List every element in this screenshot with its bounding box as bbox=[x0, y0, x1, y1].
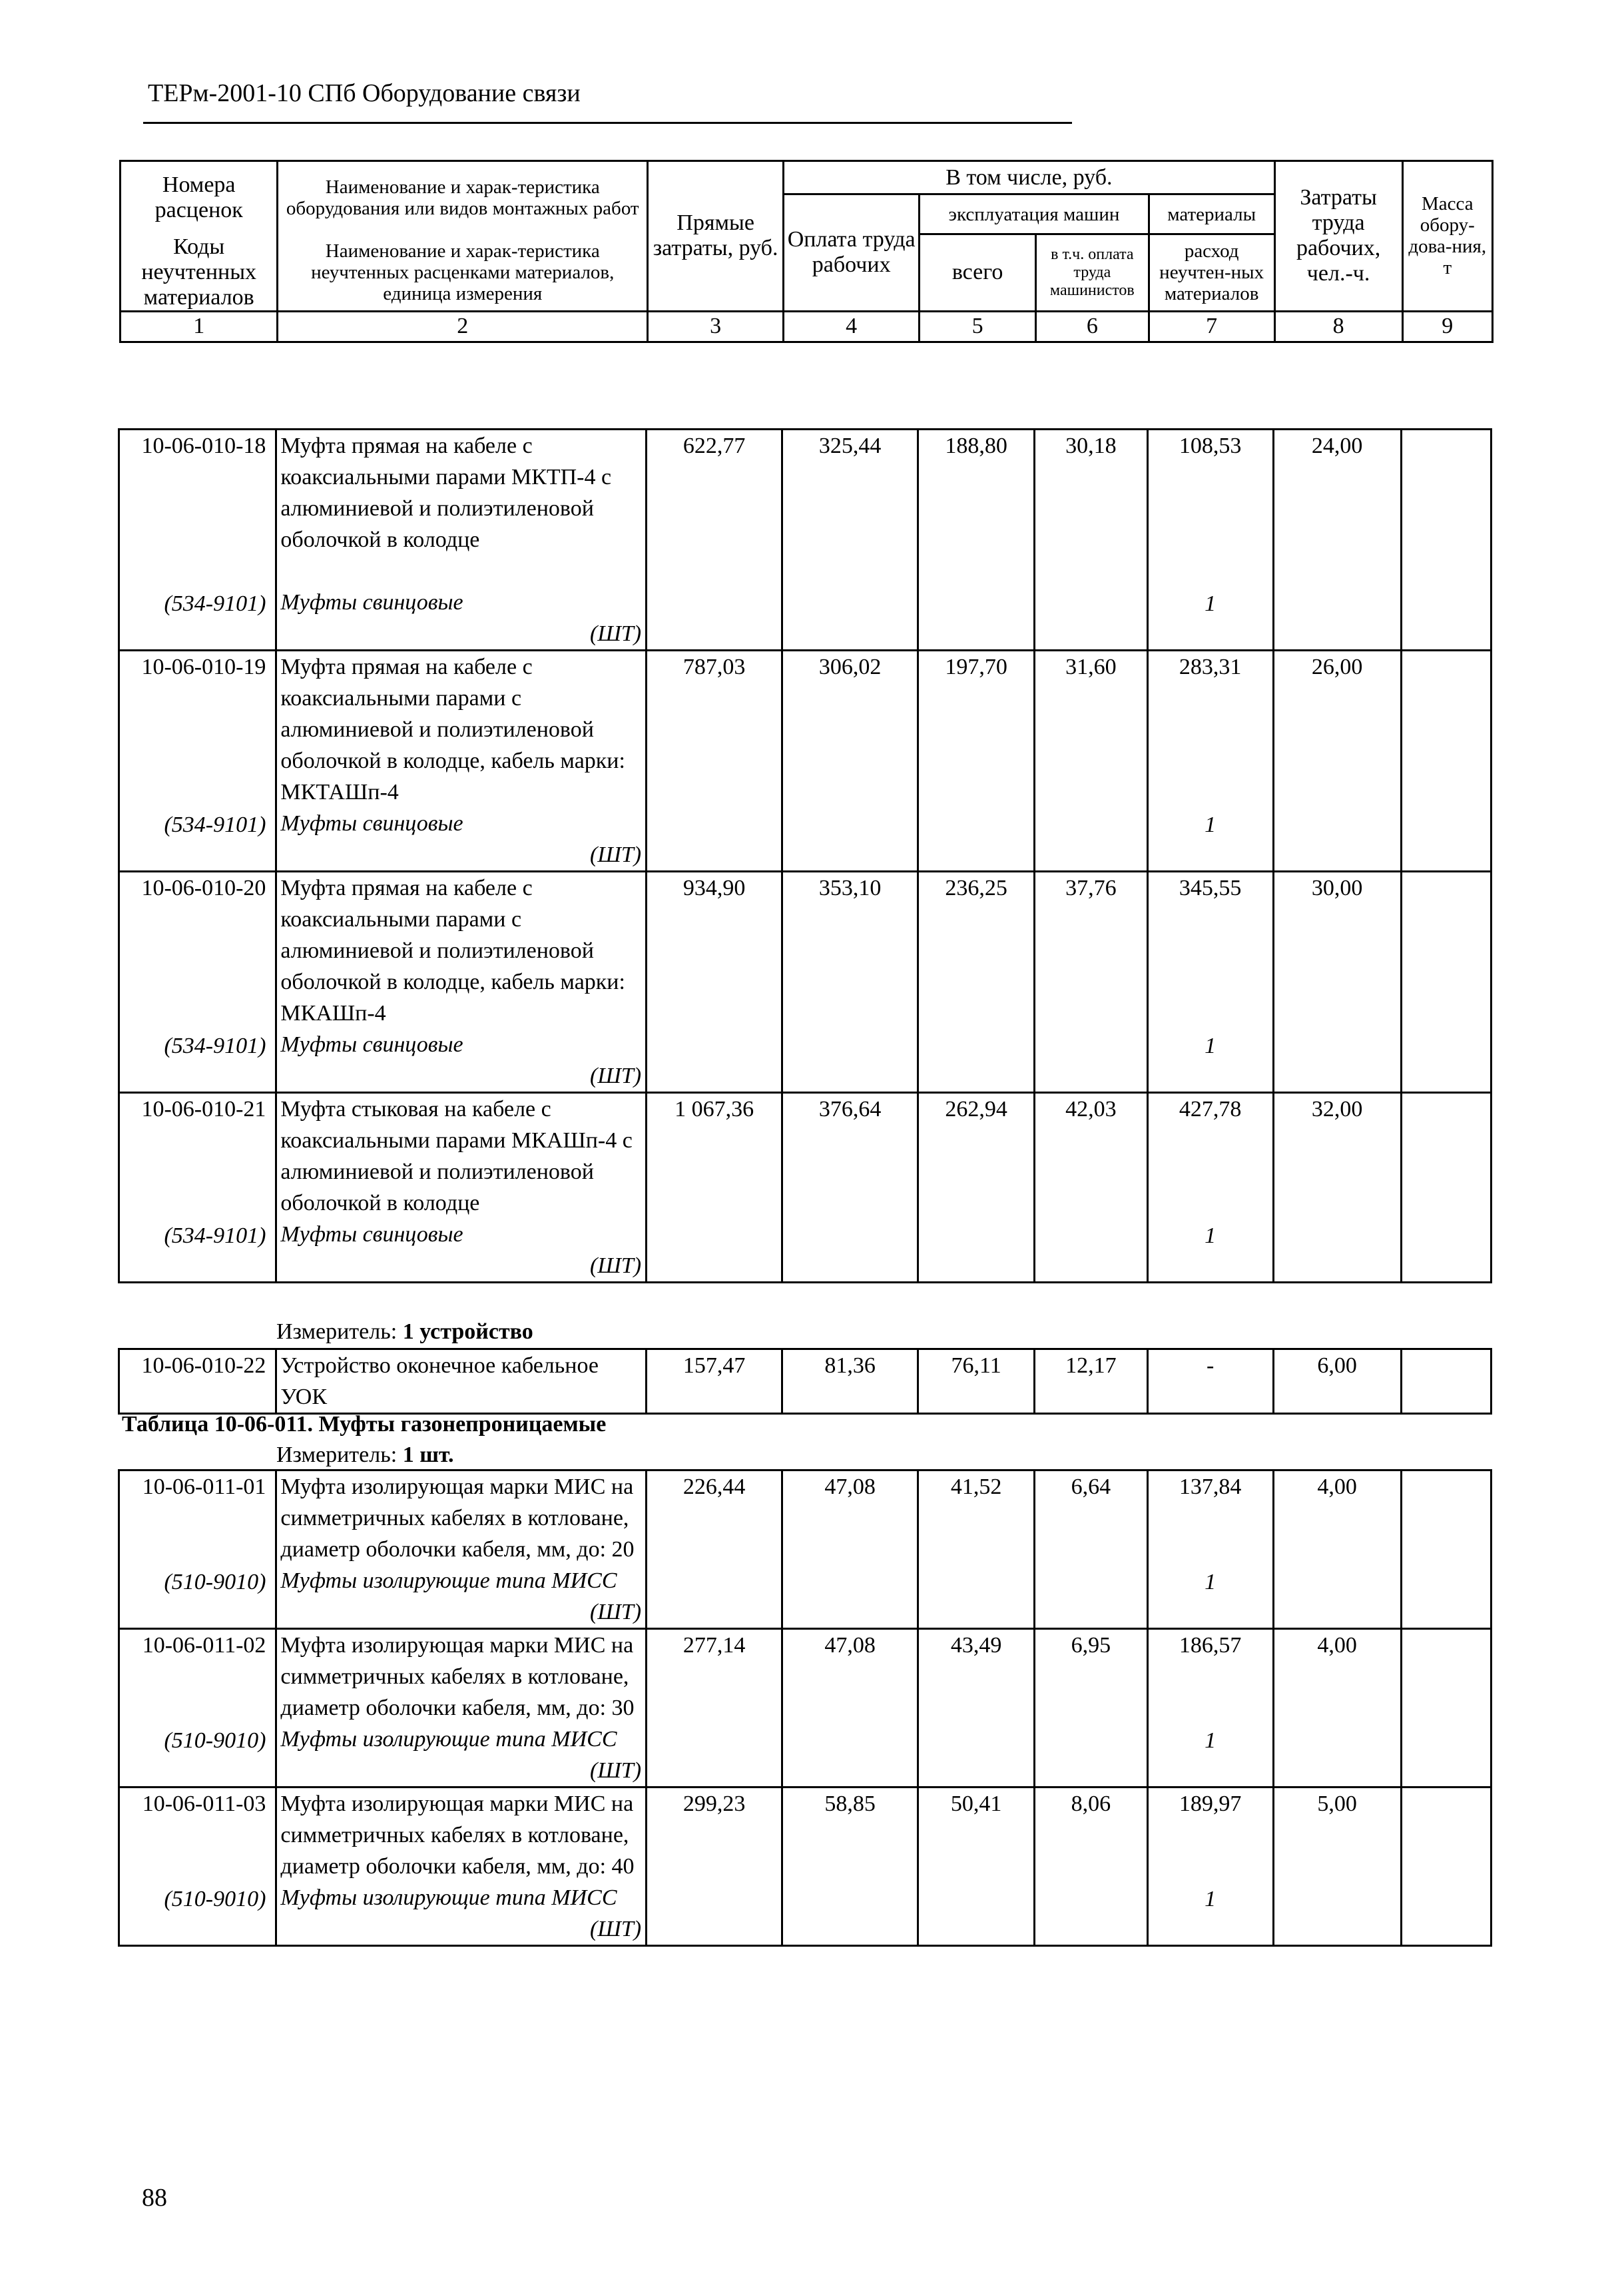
cell-spacer bbox=[120, 1819, 266, 1883]
header-rule bbox=[143, 122, 1072, 124]
cell-spacer bbox=[1149, 1502, 1272, 1566]
col7-header: расход неучтен-ных материалов bbox=[1149, 234, 1274, 312]
material-name: Муфты изолирующие типа МИСС bbox=[280, 1727, 617, 1752]
rates-table-10-06-011 bbox=[118, 1469, 1492, 1947]
material-name: Муфты изолирующие типа МИСС bbox=[280, 1885, 617, 1910]
col2-bottom-header: Наименование и харак-теристика неучтенных расценками материалов, единица измерения bbox=[278, 234, 648, 312]
rate-name: Муфта прямая на кабеле с коаксиальными парами МКТП-4 с алюминиевой и полиэтиленовой оболочкой в колодце bbox=[280, 434, 612, 552]
rate-name: Муфта прямая на кабеле с коаксиальными парами с алюминиевой и полиэтиленовой оболочкой в колодце, кабель марки: МКАШп-4 bbox=[280, 876, 625, 1026]
table-row bbox=[119, 1349, 1491, 1414]
direct-cost: 299,23 bbox=[682, 1791, 746, 1816]
materials-cost: 345,55 bbox=[1179, 876, 1242, 900]
material-code: (534-9101) bbox=[164, 591, 266, 616]
materials-cost: 137,84 bbox=[1179, 1474, 1242, 1499]
meter-value: 1 устройство bbox=[402, 1319, 533, 1344]
material-quantity: 1 bbox=[1205, 591, 1217, 616]
col1-top-header: Номера расценок bbox=[121, 161, 278, 234]
material-code: (510-9010) bbox=[164, 1886, 266, 1911]
col-number: 3 bbox=[648, 311, 784, 342]
col-number: 1 bbox=[121, 311, 278, 342]
table-row bbox=[119, 1629, 1491, 1788]
table-row bbox=[119, 872, 1491, 1093]
meter-caption-2 bbox=[276, 1442, 454, 1468]
meter-label: Измеритель: bbox=[276, 1319, 403, 1344]
direct-cost: 1 067,36 bbox=[675, 1097, 754, 1122]
meter-value: 1 шт. bbox=[402, 1443, 454, 1467]
material-code: (510-9010) bbox=[164, 1728, 266, 1753]
material-quantity: 1 bbox=[1205, 1223, 1217, 1248]
rate-code: 10-06-010-21 bbox=[141, 1097, 266, 1122]
col-number: 9 bbox=[1402, 311, 1492, 342]
material-name: Муфты свинцовые bbox=[280, 1032, 463, 1057]
table-row bbox=[119, 1093, 1491, 1283]
labor-cost: 306,02 bbox=[818, 655, 882, 679]
cell-spacer bbox=[280, 555, 643, 587]
labor-cost: 47,08 bbox=[824, 1474, 876, 1499]
material-code: (534-9101) bbox=[164, 1223, 266, 1248]
machine-labor-cost: 6,95 bbox=[1071, 1633, 1111, 1658]
cell-spacer bbox=[120, 904, 266, 1030]
labor-cost: 58,85 bbox=[824, 1791, 876, 1816]
col1-bottom-header: Коды неучтенных материалов bbox=[121, 234, 278, 312]
page-header-title: ТЕРм-2001-10 СПб Оборудование связи bbox=[148, 79, 581, 107]
table-row bbox=[119, 1470, 1491, 1629]
labor-hours: 30,00 bbox=[1311, 876, 1363, 900]
rates-table-10-06-010 bbox=[118, 428, 1492, 1283]
rate-name: Муфта стыковая на кабеле с коаксиальными парами МКАШп-4 с алюминиевой и полиэтиленовой оболочкой в колодце bbox=[280, 1097, 633, 1215]
table-row bbox=[119, 430, 1491, 651]
cell-spacer bbox=[1149, 904, 1272, 1030]
machine-labor-cost: 37,76 bbox=[1065, 876, 1117, 900]
cell-spacer bbox=[1149, 462, 1272, 588]
cell-spacer bbox=[1149, 683, 1272, 809]
labor-cost: 47,08 bbox=[824, 1633, 876, 1658]
direct-cost: 157,47 bbox=[682, 1353, 746, 1378]
meter-label: Измеритель: bbox=[276, 1443, 403, 1467]
machine-labor-cost: 8,06 bbox=[1071, 1791, 1111, 1816]
machine-cost-total: 41,52 bbox=[950, 1474, 1002, 1499]
labor-hours: 4,00 bbox=[1317, 1633, 1357, 1658]
material-quantity: 1 bbox=[1205, 1033, 1217, 1058]
rates-table-10-06-010-22 bbox=[118, 1348, 1492, 1415]
group-header: В том числе, руб. bbox=[784, 161, 1274, 194]
cell-spacer bbox=[120, 1661, 266, 1725]
materials-cost: 189,97 bbox=[1179, 1791, 1242, 1816]
materials-cost: - bbox=[1207, 1353, 1215, 1378]
material-unit: (ШТ) bbox=[590, 1917, 642, 1941]
material-name: Муфты свинцовые bbox=[280, 1222, 463, 1247]
machine-cost-total: 188,80 bbox=[945, 434, 1007, 458]
machine-labor-cost: 30,18 bbox=[1065, 434, 1117, 458]
direct-cost: 787,03 bbox=[682, 655, 746, 679]
col-number: 2 bbox=[278, 311, 648, 342]
cell-spacer bbox=[120, 1502, 266, 1566]
machine-cost-total: 76,11 bbox=[951, 1353, 1001, 1378]
cell-spacer bbox=[120, 1125, 266, 1220]
material-quantity: 1 bbox=[1205, 1886, 1217, 1911]
direct-cost: 226,44 bbox=[682, 1474, 746, 1499]
material-quantity: 1 bbox=[1205, 1728, 1217, 1753]
material-name: Муфты свинцовые bbox=[280, 811, 463, 836]
col6-header: в т.ч. оплата труда машинистов bbox=[1035, 234, 1149, 312]
machine-cost-total: 50,41 bbox=[950, 1791, 1002, 1816]
cell-spacer bbox=[1149, 1125, 1272, 1220]
materials-header: материалы bbox=[1149, 194, 1274, 234]
page-number: 88 bbox=[142, 2184, 167, 2212]
rate-name: Муфта изолирующая марки МИС на симметричных кабелях в котловане, диаметр оболочки кабеля, мм, до: 40 bbox=[280, 1791, 635, 1879]
col-number: 6 bbox=[1035, 311, 1149, 342]
labor-hours: 4,00 bbox=[1317, 1474, 1357, 1499]
cell-spacer bbox=[1149, 1819, 1272, 1883]
col5-header: всего bbox=[920, 234, 1036, 312]
materials-cost: 108,53 bbox=[1179, 434, 1242, 458]
materials-cost: 186,57 bbox=[1179, 1633, 1242, 1658]
meter-caption-1 bbox=[276, 1319, 533, 1345]
direct-cost: 622,77 bbox=[682, 434, 746, 458]
col-number: 4 bbox=[784, 311, 920, 342]
labor-hours: 6,00 bbox=[1317, 1353, 1357, 1378]
machine-labor-cost: 12,17 bbox=[1065, 1353, 1117, 1378]
rate-name: Муфта изолирующая марки МИС на симметричных кабелях в котловане, диаметр оболочки кабеля, мм, до: 30 bbox=[280, 1633, 635, 1720]
labor-cost: 353,10 bbox=[818, 876, 882, 900]
labor-cost: 325,44 bbox=[818, 434, 882, 458]
material-unit: (ШТ) bbox=[590, 621, 642, 646]
machine-cost-total: 43,49 bbox=[950, 1633, 1002, 1658]
material-code: (510-9010) bbox=[164, 1569, 266, 1594]
material-unit: (ШТ) bbox=[590, 1600, 642, 1624]
materials-cost: 427,78 bbox=[1179, 1097, 1242, 1122]
rate-code: 10-06-011-02 bbox=[142, 1633, 266, 1658]
material-name: Муфты изолирующие типа МИСС bbox=[280, 1568, 617, 1593]
machine-cost-total: 262,94 bbox=[945, 1097, 1007, 1122]
material-unit: (ШТ) bbox=[590, 1758, 642, 1783]
material-code: (534-9101) bbox=[164, 1033, 266, 1058]
labor-hours: 5,00 bbox=[1317, 1791, 1357, 1816]
col3-header: Прямые затраты, руб. bbox=[648, 161, 784, 312]
rate-code: 10-06-010-22 bbox=[141, 1353, 266, 1378]
machine-cost-total: 236,25 bbox=[945, 876, 1007, 900]
cell-spacer bbox=[120, 462, 266, 588]
materials-cost: 283,31 bbox=[1179, 655, 1242, 679]
labor-cost: 376,64 bbox=[818, 1097, 882, 1122]
col9-header: Масса обору-дова-ния, т bbox=[1402, 161, 1492, 312]
rate-name: Муфта прямая на кабеле с коаксиальными парами с алюминиевой и полиэтиленовой оболочкой в колодце, кабель марки: МКТАШп-4 bbox=[280, 655, 625, 805]
cell-spacer bbox=[120, 683, 266, 809]
col8-header: Затраты труда рабочих, чел.-ч. bbox=[1274, 161, 1402, 312]
col2-top-header: Наименование и харак-теристика оборудования или видов монтажных работ bbox=[278, 161, 648, 234]
material-unit: (ШТ) bbox=[590, 842, 642, 867]
material-unit: (ШТ) bbox=[590, 1064, 642, 1088]
material-name: Муфты свинцовые bbox=[280, 590, 463, 615]
col-number: 5 bbox=[920, 311, 1036, 342]
rate-code: 10-06-010-18 bbox=[141, 434, 266, 458]
material-quantity: 1 bbox=[1205, 1569, 1217, 1594]
column-header-table bbox=[119, 160, 1493, 343]
machines-header: эксплуатация машин bbox=[920, 194, 1149, 234]
rate-code: 10-06-010-19 bbox=[141, 655, 266, 679]
labor-hours: 24,00 bbox=[1311, 434, 1363, 458]
cell-spacer bbox=[1149, 1661, 1272, 1725]
labor-cost: 81,36 bbox=[824, 1353, 876, 1378]
rate-code: 10-06-011-03 bbox=[142, 1791, 266, 1816]
rate-code: 10-06-011-01 bbox=[142, 1474, 266, 1499]
direct-cost: 934,90 bbox=[682, 876, 746, 900]
machine-labor-cost: 42,03 bbox=[1065, 1097, 1117, 1122]
rate-name: Муфта изолирующая марки МИС на симметричных кабелях в котловане, диаметр оболочки кабеля, мм, до: 20 bbox=[280, 1474, 635, 1562]
labor-hours: 26,00 bbox=[1311, 655, 1363, 679]
machine-labor-cost: 6,64 bbox=[1071, 1474, 1111, 1499]
table-row bbox=[119, 1788, 1491, 1946]
rate-name: Устройство оконечное кабельное УОК bbox=[280, 1353, 599, 1409]
direct-cost: 277,14 bbox=[682, 1633, 746, 1658]
material-unit: (ШТ) bbox=[590, 1253, 642, 1278]
material-quantity: 1 bbox=[1205, 812, 1217, 837]
col-number: 7 bbox=[1149, 311, 1274, 342]
material-code: (534-9101) bbox=[164, 812, 266, 837]
machine-cost-total: 197,70 bbox=[945, 655, 1007, 679]
col-number: 8 bbox=[1274, 311, 1402, 342]
rate-code: 10-06-010-20 bbox=[141, 876, 266, 900]
col4-header: Оплата труда рабочих bbox=[784, 194, 920, 312]
labor-hours: 32,00 bbox=[1311, 1097, 1363, 1122]
table-row bbox=[119, 651, 1491, 872]
machine-labor-cost: 31,60 bbox=[1065, 655, 1117, 679]
table-title: Таблица 10-06-011. Муфты газонепроницаемые bbox=[122, 1412, 607, 1437]
